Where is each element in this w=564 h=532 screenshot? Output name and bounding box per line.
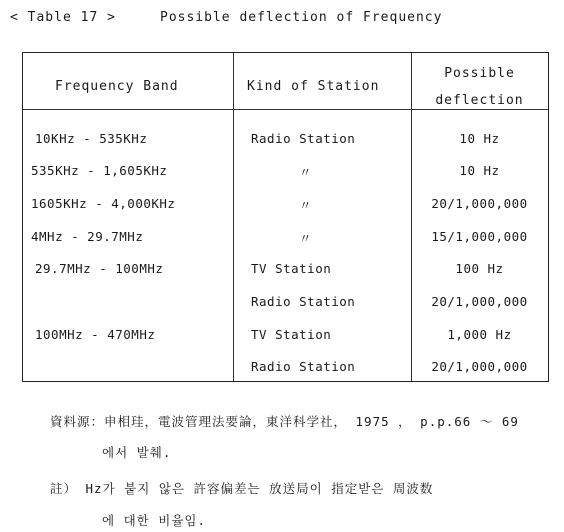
table-title: Possible deflection of Frequency xyxy=(160,10,443,25)
footnote-cont: 에 대한 비율임. xyxy=(102,513,207,528)
cell-band: 4MHz - 29.7MHz xyxy=(31,229,144,244)
column-divider xyxy=(233,53,234,381)
cell-deflection: 20/1,000,000 xyxy=(431,294,528,309)
source-citation: 資料源：申相珪，電波管理法要論，東洋科学社， 1975 ， p.p.66 ～ 69 xyxy=(50,414,519,429)
cell-station: TV Station xyxy=(251,327,332,342)
cell-station: 〃 xyxy=(299,198,313,213)
cell-station: TV Station xyxy=(251,261,332,276)
footnote: 註） Hz가 붙지 않은 許容偏差는 放送局이 指定받은 周波数 xyxy=(50,481,434,496)
table-caption xyxy=(10,10,442,25)
cell-band: 29.7MHz - 100MHz xyxy=(35,261,164,276)
cell-deflection: 20/1,000,000 xyxy=(431,196,528,211)
header-divider xyxy=(23,109,548,110)
cell-band: 100MHz - 470MHz xyxy=(35,327,156,342)
cell-station: Radio Station xyxy=(251,131,356,146)
cell-band: 535KHz - 1,605KHz xyxy=(31,163,168,178)
cell-deflection: 20/1,000,000 xyxy=(431,359,528,374)
cell-station: 〃 xyxy=(299,231,313,246)
header-frequency-band: Frequency Band xyxy=(55,79,179,94)
header-possible: Possible xyxy=(444,66,515,81)
cell-station: Radio Station xyxy=(251,294,356,309)
header-deflection: deflection xyxy=(435,93,524,108)
header-kind-of-station: Kind of Station xyxy=(247,79,380,94)
cell-band: 10KHz - 535KHz xyxy=(35,131,148,146)
cell-band: 1605KHz - 4,000KHz xyxy=(31,196,176,211)
cell-station: 〃 xyxy=(299,165,313,180)
source-citation-cont: 에서 발췌. xyxy=(102,445,172,460)
cell-deflection: 10 Hz xyxy=(459,163,500,178)
cell-station: Radio Station xyxy=(251,359,356,374)
table-number: < Table 17 > xyxy=(10,10,116,25)
cell-deflection: 100 Hz xyxy=(455,261,504,276)
deflection-table xyxy=(22,52,549,382)
cell-deflection: 1,000 Hz xyxy=(447,327,512,342)
cell-deflection: 15/1,000,000 xyxy=(431,229,528,244)
cell-deflection: 10 Hz xyxy=(459,131,500,146)
